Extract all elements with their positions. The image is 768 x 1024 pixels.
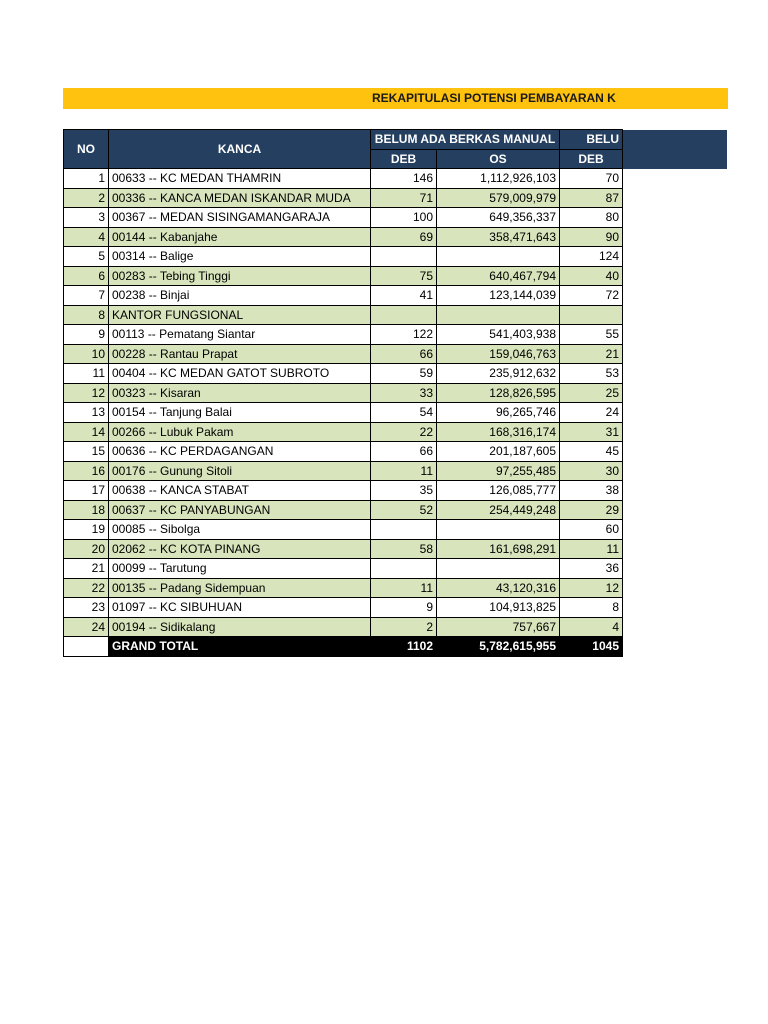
header-group-belu: BELU bbox=[560, 130, 623, 150]
grand-total-deb: 1102 bbox=[371, 637, 437, 657]
row-os: 649,356,337 bbox=[437, 208, 560, 228]
row-deb: 71 bbox=[371, 188, 437, 208]
row-deb: 100 bbox=[371, 208, 437, 228]
row-deb bbox=[371, 305, 437, 325]
row-number: 21 bbox=[64, 559, 109, 579]
row-number: 3 bbox=[64, 208, 109, 228]
row-deb-2: 11 bbox=[560, 539, 623, 559]
row-number: 10 bbox=[64, 344, 109, 364]
table-row bbox=[64, 617, 727, 637]
row-kanca: 00113 -- Pematang Siantar bbox=[109, 325, 371, 345]
row-deb-2: 40 bbox=[560, 266, 623, 286]
row-deb-2: 29 bbox=[560, 500, 623, 520]
row-kanca: 02062 -- KC KOTA PINANG bbox=[109, 539, 371, 559]
report-title: REKAPITULASI POTENSI PEMBAYARAN K bbox=[372, 91, 616, 105]
table-row bbox=[64, 364, 727, 384]
row-os: 757,667 bbox=[437, 617, 560, 637]
row-os: 201,187,605 bbox=[437, 442, 560, 462]
row-kanca: 00633 -- KC MEDAN THAMRIN bbox=[109, 169, 371, 189]
row-deb-2: 90 bbox=[560, 227, 623, 247]
row-number: 4 bbox=[64, 227, 109, 247]
row-deb bbox=[371, 559, 437, 579]
row-number: 23 bbox=[64, 598, 109, 618]
grand-total-label: GRAND TOTAL bbox=[109, 637, 371, 657]
row-deb bbox=[371, 520, 437, 540]
header-os: OS bbox=[437, 149, 560, 169]
row-deb: 146 bbox=[371, 169, 437, 189]
row-deb: 41 bbox=[371, 286, 437, 306]
table-row bbox=[64, 208, 727, 228]
row-number: 7 bbox=[64, 286, 109, 306]
row-deb-2: 70 bbox=[560, 169, 623, 189]
row-kanca: 00637 -- KC PANYABUNGAN bbox=[109, 500, 371, 520]
table-row bbox=[64, 442, 727, 462]
row-number: 12 bbox=[64, 383, 109, 403]
table-row bbox=[64, 188, 727, 208]
row-kanca: 00283 -- Tebing Tinggi bbox=[109, 266, 371, 286]
row-deb: 52 bbox=[371, 500, 437, 520]
row-deb: 9 bbox=[371, 598, 437, 618]
row-deb: 66 bbox=[371, 344, 437, 364]
table-row bbox=[64, 383, 727, 403]
row-os: 254,449,248 bbox=[437, 500, 560, 520]
row-os: 123,144,039 bbox=[437, 286, 560, 306]
row-number: 8 bbox=[64, 305, 109, 325]
table-row bbox=[64, 169, 727, 189]
row-deb: 59 bbox=[371, 364, 437, 384]
row-kanca: 00336 -- KANCA MEDAN ISKANDAR MUDA bbox=[109, 188, 371, 208]
row-kanca: 00314 -- Balige bbox=[109, 247, 371, 267]
title-bar bbox=[63, 88, 728, 109]
table-row bbox=[64, 325, 727, 345]
row-os bbox=[437, 520, 560, 540]
row-number: 1 bbox=[64, 169, 109, 189]
row-os bbox=[437, 305, 560, 325]
table-row bbox=[64, 461, 727, 481]
row-os: 1,112,926,103 bbox=[437, 169, 560, 189]
row-deb-2: 80 bbox=[560, 208, 623, 228]
row-os: 640,467,794 bbox=[437, 266, 560, 286]
row-deb-2: 25 bbox=[560, 383, 623, 403]
row-os: 97,255,485 bbox=[437, 461, 560, 481]
row-deb: 122 bbox=[371, 325, 437, 345]
row-deb: 11 bbox=[371, 461, 437, 481]
row-os: 161,698,291 bbox=[437, 539, 560, 559]
row-deb-2: 8 bbox=[560, 598, 623, 618]
row-deb: 35 bbox=[371, 481, 437, 501]
table-row bbox=[64, 403, 727, 423]
recap-table bbox=[63, 129, 727, 657]
table-row bbox=[64, 481, 727, 501]
row-deb-2: 60 bbox=[560, 520, 623, 540]
row-deb: 33 bbox=[371, 383, 437, 403]
table-row bbox=[64, 578, 727, 598]
row-kanca: 00099 -- Tarutung bbox=[109, 559, 371, 579]
row-os: 96,265,746 bbox=[437, 403, 560, 423]
row-number: 20 bbox=[64, 539, 109, 559]
row-deb-2: 38 bbox=[560, 481, 623, 501]
row-kanca: KANTOR FUNGSIONAL bbox=[109, 305, 371, 325]
table-row bbox=[64, 247, 727, 267]
row-os: 168,316,174 bbox=[437, 422, 560, 442]
row-deb-2: 87 bbox=[560, 188, 623, 208]
table-row bbox=[64, 344, 727, 364]
row-number: 18 bbox=[64, 500, 109, 520]
row-deb: 11 bbox=[371, 578, 437, 598]
row-number: 14 bbox=[64, 422, 109, 442]
table-row bbox=[64, 286, 727, 306]
row-deb: 66 bbox=[371, 442, 437, 462]
table-row bbox=[64, 227, 727, 247]
grand-total-os: 5,782,615,955 bbox=[437, 637, 560, 657]
row-number: 24 bbox=[64, 617, 109, 637]
header-filler bbox=[623, 130, 727, 169]
table-row bbox=[64, 598, 727, 618]
row-deb-2 bbox=[560, 305, 623, 325]
row-kanca: 01097 -- KC SIBUHUAN bbox=[109, 598, 371, 618]
table-row bbox=[64, 500, 727, 520]
row-os: 159,046,763 bbox=[437, 344, 560, 364]
row-deb: 54 bbox=[371, 403, 437, 423]
row-deb-2: 4 bbox=[560, 617, 623, 637]
row-os: 235,912,632 bbox=[437, 364, 560, 384]
row-kanca: 00176 -- Gunung Sitoli bbox=[109, 461, 371, 481]
header-deb-2: DEB bbox=[560, 149, 623, 169]
row-kanca: 00135 -- Padang Sidempuan bbox=[109, 578, 371, 598]
row-kanca: 00154 -- Tanjung Balai bbox=[109, 403, 371, 423]
header-deb: DEB bbox=[371, 149, 437, 169]
row-deb-2: 45 bbox=[560, 442, 623, 462]
header-no: NO bbox=[64, 130, 109, 169]
row-deb: 69 bbox=[371, 227, 437, 247]
row-os bbox=[437, 247, 560, 267]
header-kanca: KANCA bbox=[109, 130, 371, 169]
row-number: 6 bbox=[64, 266, 109, 286]
row-os: 358,471,643 bbox=[437, 227, 560, 247]
total-blank-cell bbox=[64, 637, 109, 657]
row-deb-2: 24 bbox=[560, 403, 623, 423]
row-deb-2: 72 bbox=[560, 286, 623, 306]
row-os: 104,913,825 bbox=[437, 598, 560, 618]
row-kanca: 00266 -- Lubuk Pakam bbox=[109, 422, 371, 442]
row-kanca: 00367 -- MEDAN SISINGAMANGARAJA bbox=[109, 208, 371, 228]
row-number: 11 bbox=[64, 364, 109, 384]
row-number: 9 bbox=[64, 325, 109, 345]
grand-total-row bbox=[64, 637, 727, 657]
row-deb-2: 30 bbox=[560, 461, 623, 481]
row-deb-2: 31 bbox=[560, 422, 623, 442]
table-row bbox=[64, 539, 727, 559]
grand-total-deb-2: 1045 bbox=[560, 637, 623, 657]
row-kanca: 00228 -- Rantau Prapat bbox=[109, 344, 371, 364]
table-body bbox=[64, 169, 727, 657]
table-row bbox=[64, 422, 727, 442]
row-deb-2: 55 bbox=[560, 325, 623, 345]
row-kanca: 00194 -- Sidikalang bbox=[109, 617, 371, 637]
row-deb: 2 bbox=[371, 617, 437, 637]
row-deb: 22 bbox=[371, 422, 437, 442]
table-row bbox=[64, 520, 727, 540]
row-number: 22 bbox=[64, 578, 109, 598]
table-row bbox=[64, 266, 727, 286]
row-os: 43,120,316 bbox=[437, 578, 560, 598]
row-deb-2: 12 bbox=[560, 578, 623, 598]
row-number: 17 bbox=[64, 481, 109, 501]
row-os: 579,009,979 bbox=[437, 188, 560, 208]
row-os: 541,403,938 bbox=[437, 325, 560, 345]
row-os bbox=[437, 559, 560, 579]
row-os: 128,826,595 bbox=[437, 383, 560, 403]
header-group-belum-ada-berkas: BELUM ADA BERKAS MANUAL bbox=[371, 130, 560, 150]
table-row bbox=[64, 559, 727, 579]
row-deb-2: 21 bbox=[560, 344, 623, 364]
row-kanca: 00238 -- Binjai bbox=[109, 286, 371, 306]
row-deb-2: 124 bbox=[560, 247, 623, 267]
row-number: 16 bbox=[64, 461, 109, 481]
row-deb bbox=[371, 247, 437, 267]
table-row bbox=[64, 305, 727, 325]
row-kanca: 00323 -- Kisaran bbox=[109, 383, 371, 403]
row-kanca: 00144 -- Kabanjahe bbox=[109, 227, 371, 247]
row-kanca: 00085 -- Sibolga bbox=[109, 520, 371, 540]
row-kanca: 00638 -- KANCA STABAT bbox=[109, 481, 371, 501]
row-deb-2: 36 bbox=[560, 559, 623, 579]
row-number: 15 bbox=[64, 442, 109, 462]
row-kanca: 00404 -- KC MEDAN GATOT SUBROTO bbox=[109, 364, 371, 384]
row-number: 19 bbox=[64, 520, 109, 540]
row-os: 126,085,777 bbox=[437, 481, 560, 501]
row-number: 13 bbox=[64, 403, 109, 423]
row-deb: 58 bbox=[371, 539, 437, 559]
row-deb-2: 53 bbox=[560, 364, 623, 384]
row-kanca: 00636 -- KC PERDAGANGAN bbox=[109, 442, 371, 462]
row-number: 5 bbox=[64, 247, 109, 267]
row-deb: 75 bbox=[371, 266, 437, 286]
row-number: 2 bbox=[64, 188, 109, 208]
